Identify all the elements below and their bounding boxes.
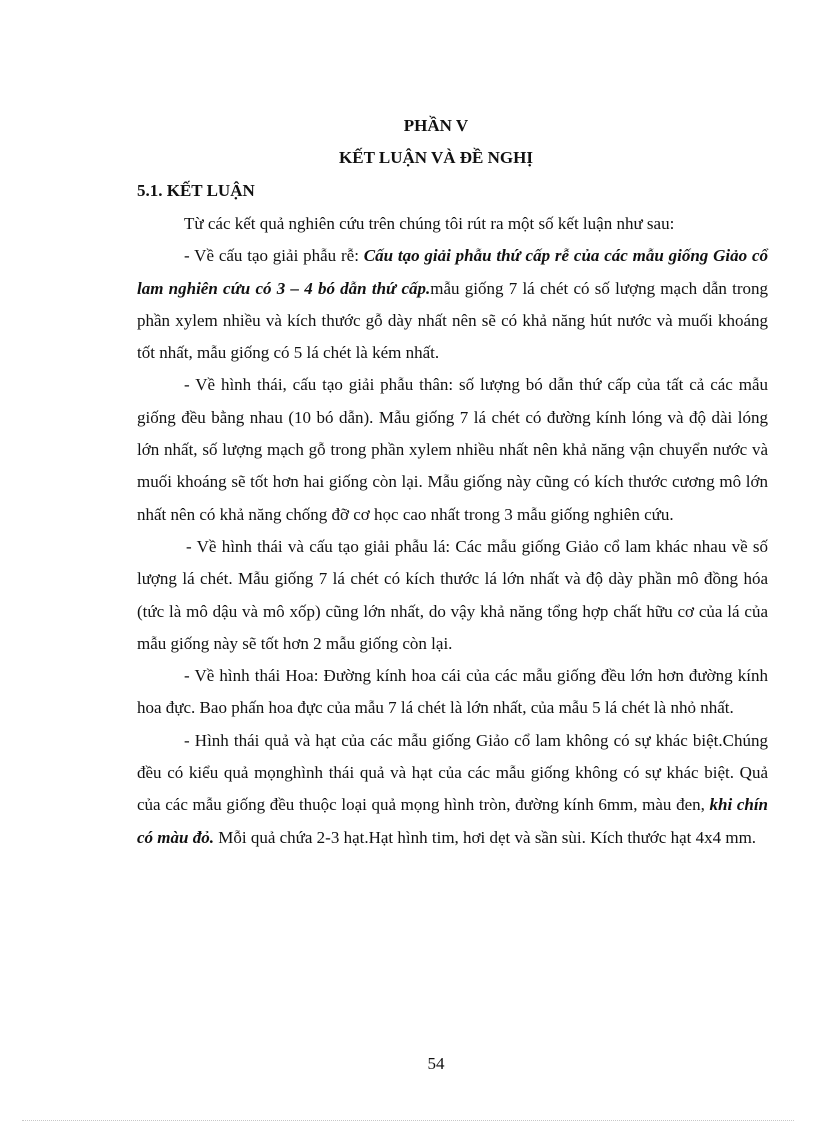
stem-paragraph: - Về hình thái, cấu tạo giải phẫu thân: số lượng bó dẫn thứ cấp của tất cả các mẫu giống đều bằng nhau (10 bó dẫn). Mẫu giống 7 lá chét có đường kính lóng và độ dài lóng lớn nhất, số lượng mạch gỗ trong phần xylem nhiều nhất nên khả năng vận chuyển nước và muối khoáng sẽ tốt hơn hai giống còn lại. Mẫu giống này cũng có kích thước cương mô lớn nhất nên có khả năng chống đỡ cơ học cao nhất trong 3 mẫu giống nghiên cứu.: [137, 375, 768, 524]
fruit-lead: - Hình thái quả và hạt của các mẫu giống Giảo cổ lam không có sự khác biệt.Chúng đều có kiểu quả mọnghình thái quả và hạt của các mẫu giống không có sự khác biệt. Quả của các mẫu giống đều thuộc loại quả mọng hình tròn, đường kính 6mm, màu đen,: [137, 730, 768, 815]
part-label: PHẦN V: [403, 116, 469, 135]
intro-paragraph: Từ các kết quả nghiên cứu trên chúng tôi rút ra một số kết luận như sau:: [184, 214, 675, 233]
leaf-paragraph: - Về hình thái và cấu tạo giải phẫu lá: Các mẫu giống Giảo cổ lam khác nhau về số lượng lá chét. Mẫu giống 7 lá chét có kích thước lá lớn nhất và độ dày phần mô đồng hóa (tức là mô dậu và mô xốp) cũng lớn nhất, do vậy khả năng tổng hợp chất hữu cơ của lá của mẫu giống này sẽ tốt hơn 2 mẫu giống còn lại.: [137, 536, 768, 653]
root-paragraph: [137, 240, 768, 369]
part-title: KẾT LUẬN VÀ ĐỀ NGHỊ: [339, 148, 533, 167]
fruit-rest: Mỗi quả chứa 2-3 hạt.Hạt hình tim, hơi dẹt và sần sùi. Kích thước hạt 4x4 mm.: [213, 827, 757, 847]
page-number: 54: [427, 1054, 445, 1073]
root-emphasis: Cấu tạo giải phẫu thứ cấp rễ của các mẫu giống Giảo cổ lam nghiên cứu có 3 – 4 bó dẫn thứ cấp.: [137, 246, 768, 298]
document-body: [137, 208, 768, 854]
root-lead: - Về cấu tạo giải phẫu rễ:: [184, 246, 364, 266]
fruit-paragraph: [137, 725, 768, 854]
root-rest: mẫu giống 7 lá chét có số lượng mạch dẫn trong phần xylem nhiều và kích thước gỗ dày nhất nên sẽ có khả năng hút nước và muối khoáng tốt nhất, mẫu giống có 5 lá chét là kém nhất.: [137, 278, 769, 363]
footer-divider: [22, 1120, 794, 1121]
fruit-emphasis: khi chín có màu đỏ.: [137, 795, 768, 847]
flower-paragraph: - Về hình thái Hoa: Đường kính hoa cái của các mẫu giống đều lớn hơn đường kính hoa đực. Bao phấn hoa đực của mẫu 7 lá chét là lớn nhất, của mẫu 5 lá chét là nhỏ nhất.: [137, 666, 768, 718]
section-heading: 5.1. KẾT LUẬN: [137, 181, 255, 200]
